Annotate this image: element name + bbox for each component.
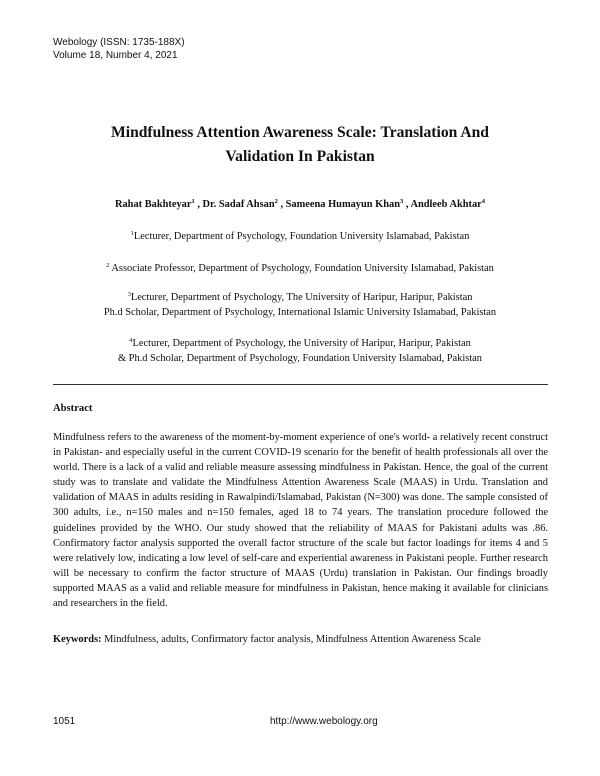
paper-title: [40, 121, 560, 169]
keywords-text: Mindfulness, adults, Confirmatory factor analysis, Mindfulness Attention Awareness Scale: [101, 634, 481, 645]
keywords: [53, 632, 548, 647]
author-list: [40, 198, 560, 212]
affiliation-sup: 4: [129, 337, 133, 344]
section-divider: [53, 384, 548, 385]
journal-volume: Volume 18, Number 4, 2021: [53, 50, 178, 61]
author-separator: ,: [194, 199, 203, 210]
affiliation-line: Lecturer, Department of Psychology, the University of Haripur, Haripur, Pakistan: [132, 338, 471, 349]
paper-title-line-2: Validation In Pakistan: [225, 148, 375, 165]
affiliation-2: [40, 261, 560, 276]
journal-header: [53, 36, 185, 62]
affiliation-line: Lecturer, Department of Psychology, Foundation University Islamabad, Pakistan: [133, 231, 470, 242]
author-name: Andleeb Akhtar: [410, 199, 482, 210]
abstract-body: Mindfulness refers to the awareness of the moment-by-moment experience of one's world- a relatively recent construct in Pakistan- and especially useful in the current COVID-19 scenario for the benefit of health professionals all over the world. There is a lack of a valid and reliable measure assessing mindfulness in Pakistan. Hence, the goal of the current study was to translate and validate the Mindfulness Attention Awareness Scale (MAAS) in Urdu. Translation and validation of MAAS in adults residing in Rawalpindi/Islamabad, Pakistan (N=300) was done. The sample consisted of 300 adults, i.e., n=150 males and n=150 females, aged 18 to 74 years. The translation procedure followed the guidelines provided by the WHO. Our study showed that the reliability of MAAS for Pakistani adults was .86. Confirmatory factor analysis supported the overall factor structure of the scale but factor loadings for items 4 and 5 were relatively low, indicating a low level of self-care and experiential awareness in Pakistani people. Further research will be necessary to confirm the factor structure of MAAS (Urdu) translation in Pakistan. Our findings broadly supported MAAS as a valid and reliable measure for mindfulness in Pakistan, hence making it available for clinicians and researchers in the field.: [53, 432, 548, 610]
affiliation-line: Associate Professor, Department of Psychology, Foundation University Islamabad, Pakistan: [109, 263, 494, 274]
abstract-heading: Abstract: [53, 403, 93, 414]
author-name: Rahat Bakhteyar: [114, 199, 192, 210]
affiliation-line-2: & Ph.d Scholar, Department of Psychology, Foundation University Islamabad, Pakistan: [118, 353, 482, 364]
affiliation-sup: 1: [130, 230, 134, 237]
author-name: Sameena Humayun Khan: [285, 199, 400, 210]
page-number: 1051: [53, 716, 76, 727]
affiliation-line: Lecturer, Department of Psychology, The University of Haripur, Haripur, Pakistan: [130, 292, 473, 303]
author-sup: 2: [274, 198, 278, 205]
affiliation-sup: 3: [127, 291, 131, 298]
author-sup: 1: [191, 198, 195, 205]
journal-name: Webology (ISSN: 1735-188X): [53, 37, 185, 48]
affiliation-sup: 2: [106, 262, 110, 269]
affiliation-3: [40, 290, 560, 320]
footer-url[interactable]: http://www.webology.org: [270, 716, 378, 727]
affiliation-line-2: Ph.d Scholar, Department of Psychology, International Islamic University Islamabad, Pakistan: [103, 307, 497, 318]
paper-title-line-1: Mindfulness Attention Awareness Scale: Translation And: [111, 124, 489, 141]
affiliation-1: [40, 229, 560, 244]
author-sup: 4: [481, 198, 486, 205]
author-sup: 3: [399, 198, 404, 205]
affiliation-4: [40, 336, 560, 366]
author-separator: ,: [277, 199, 286, 210]
keywords-label: Keywords:: [53, 634, 102, 645]
author-separator: ,: [403, 199, 411, 210]
author-name: Dr. Sadaf Ahsan: [202, 199, 275, 210]
